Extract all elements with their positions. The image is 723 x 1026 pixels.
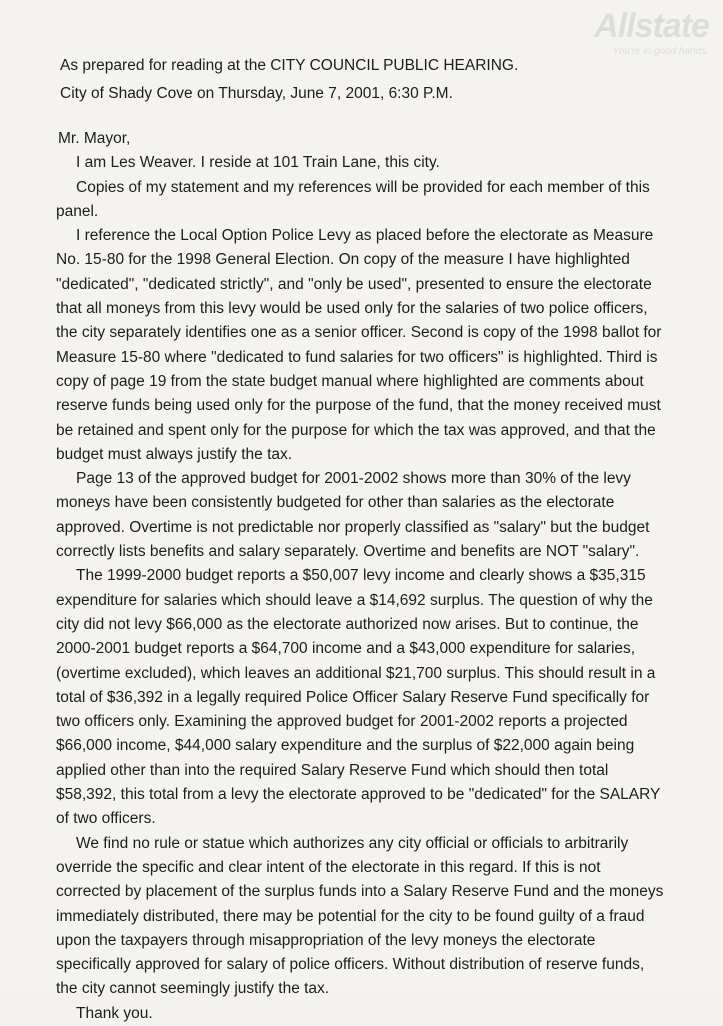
watermark-tagline: You're in good hands. [612, 46, 709, 57]
header-line-2: City of Shady Cove on Thursday, June 7, 2001, 6:30 P.M. [60, 85, 453, 102]
paragraph-budget-2001-2002: Page 13 of the approved budget for 2001-2002 shows more than 30% of the levy moneys have been consistently budgeted for other than salaries as the electorate approved. Overtime is not predictable nor properly classified as "salary" but the budget correctly lists benefits and salary separately. Overtime and benefits are NOT "salary". [56, 470, 650, 561]
letter-body [56, 127, 668, 1026]
watermark-logo: Allstate [594, 7, 709, 45]
closing: Thank you. [76, 1004, 153, 1022]
header-line-1: As prepared for reading at the CITY COUNCIL PUBLIC HEARING. [60, 57, 519, 74]
paragraph-budget-figures: The 1999-2000 budget reports a $50,007 levy income and clearly shows a $35,315 expenditure for salaries which should leave a $14,692 surplus. The question of why the city did not levy $66,000 as the electorate authorized now arises. But to continue, the 2000-2001 budget reports a $64,700 income and a $43,000 expenditure for salaries, (overtime excluded), which leaves an additional $21,700 surplus. This should result in a total of $36,392 in a legally required Police Officer Salary Reserve Fund specifically for two officers only. Examining the approved budget for 2001-2002 reports a projected $66,000 income, $44,000 salary expenditure and the surplus of $22,000 again being applied other than into the required Salary Reserve Fund which should then total $58,392, this total from a levy the electorate approved to be "dedicated" for the SALARY of two officers. [56, 567, 661, 828]
salutation: Mr. Mayor, [58, 130, 131, 147]
paragraph-measure-reference: I reference the Local Option Police Levy as placed before the electorate as Measure No. 15-80 for the 1998 General Election. On copy of the measure I have highlighted "dedicated", "dedicated strictly", and "only be used", presented to ensure the electorate that all moneys from this levy would be used only for the salaries of two police officers, the city separately identifies one as a senior officer. Second is copy of the 1998 ballot for Measure 15-80 where "dedicated to fund salaries for two officers" is highlighted. Third is copy of page 19 from the state budget manual where highlighted are comments about reserve funds being used only for the purpose of the fund, that the money received must be retained and spent only for the purpose for which the tax was approved, and that the budget must always justify the tax. [56, 227, 662, 463]
paragraph-copies: Copies of my statement and my references will be provided for each member of this panel. [56, 178, 650, 220]
paragraph-conclusion: We find no rule or statue which authorizes any city official or officials to arbitrarily override the specific and clear intent of the electorate in this regard. If this is not corrected by placement of the surplus funds into a Salary Reserve Fund and the moneys immediately distributed, there may be potential for the city to be found guilty of a fraud upon the taxpayers through misappropriation of the levy moneys the electorate specifically approved for salary of police officers. Without distribution of reserve funds, the city cannot seemingly justify the tax. [56, 834, 664, 998]
paragraph-introduction: I am Les Weaver. I reside at 101 Train Lane, this city. [76, 154, 440, 172]
document-header [60, 52, 700, 108]
